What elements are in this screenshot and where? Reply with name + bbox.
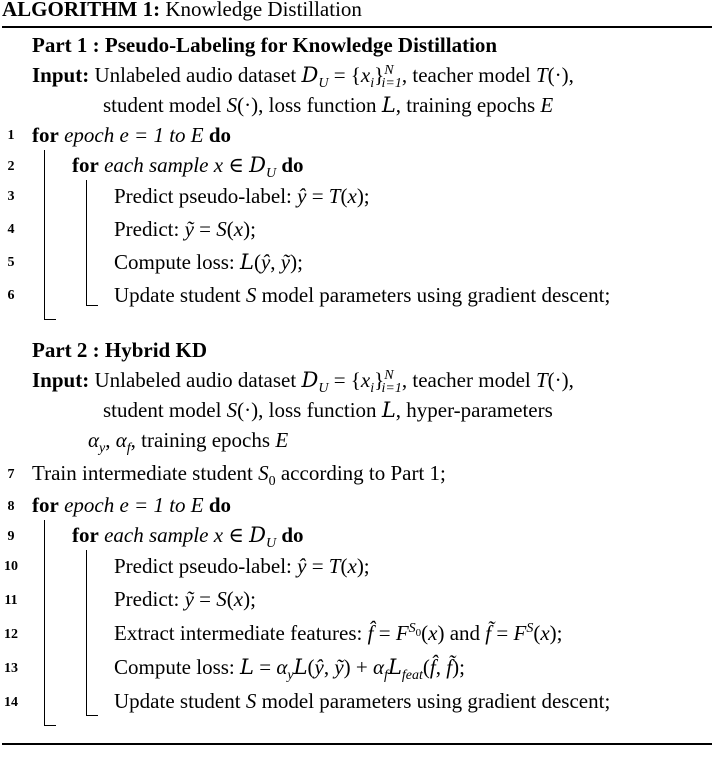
part2-line-9: for each sample x ∈ $D_U$ do xyxy=(72,523,304,552)
part2-input-line1: Input: Unlabeled audio dataset $D_U = \{x_i\}^N_{i=1}$, teacher model T(·), xyxy=(32,368,574,397)
part2-line-10: Predict pseudo-label: ŷ = T(x); xyxy=(114,554,370,578)
block-line xyxy=(44,319,56,320)
top-rule xyxy=(2,26,712,28)
part1-line-3: Predict pseudo-label: ŷ = T(x); xyxy=(114,184,370,208)
part2-line-7: Train intermediate student $S_0$ according to Part 1; xyxy=(32,461,446,490)
line-number: 14 xyxy=(4,695,18,710)
part1-input-label: Input: xyxy=(32,63,90,87)
part2-input-line3: $\alpha_y$, $\alpha_f$, training epochs E xyxy=(88,428,289,457)
part2-input-label: Input: xyxy=(32,368,90,392)
part1-heading: Part 1 : Pseudo-Labeling for Knowledge Distillation xyxy=(32,33,498,57)
line-number: 5 xyxy=(7,255,15,270)
bottom-rule xyxy=(2,743,712,745)
line-number: 6 xyxy=(7,288,15,303)
algorithm-title xyxy=(2,0,362,21)
line-number: 7 xyxy=(7,467,15,482)
line-number: 13 xyxy=(4,661,18,676)
algorithm-name: Knowledge Distillation xyxy=(165,0,362,21)
part2-line-11: Predict: ỹ = S(x); xyxy=(114,587,256,611)
block-line xyxy=(44,725,56,726)
block-line xyxy=(86,305,98,306)
part1-input-line1: Input: Unlabeled audio dataset $D_U = \{x_i\}^N_{i=1}$, teacher model T(·), xyxy=(32,63,574,92)
part2-line-14: Update student S model parameters using gradient descent; xyxy=(114,689,611,713)
line-number: 11 xyxy=(4,593,18,608)
line-number: 8 xyxy=(7,499,15,514)
block-line xyxy=(44,150,45,320)
block-line xyxy=(86,180,87,306)
part2-line-12: Extract intermediate features: f̂ = $F^{S_0}(x)$ and f̃ = $F^S(x)$; xyxy=(114,621,563,645)
part1-line-6: Update student S model parameters using gradient descent; xyxy=(114,283,611,307)
line-number: 12 xyxy=(4,627,18,642)
part2-heading: Part 2 : Hybrid KD xyxy=(32,338,207,362)
line-number: 9 xyxy=(7,529,15,544)
part2-line-13: Compute loss: $L = \alpha_yL(ŷ$, ỹ) + $\alpha_fL_{feat}(f̂$, f̃); xyxy=(114,655,465,684)
part1-line-4: Predict: ỹ = S(x); xyxy=(114,217,256,241)
line-number: 3 xyxy=(7,189,15,204)
part2-input-line2: student model S(·), loss function L, hyper-parameters xyxy=(103,398,553,422)
part1-input-line2: student model S(·), loss function L, training epochs E xyxy=(103,93,554,117)
part2-line-8: for epoch e = 1 to E do xyxy=(32,493,232,517)
block-line xyxy=(86,550,87,716)
part1-line-2: for each sample x ∈ $D_U$ do xyxy=(72,153,304,182)
line-number: 4 xyxy=(7,222,15,237)
line-number: 10 xyxy=(4,559,18,574)
block-line xyxy=(44,520,45,726)
part1-line-1: for epoch e = 1 to E do xyxy=(32,123,232,147)
line-number: 2 xyxy=(7,159,15,174)
part1-line-5: Compute loss: L(ŷ, ỹ); xyxy=(114,250,303,274)
line-number: 1 xyxy=(7,128,15,143)
algorithm-label: ALGORITHM 1: xyxy=(2,0,161,21)
block-line xyxy=(86,715,98,716)
